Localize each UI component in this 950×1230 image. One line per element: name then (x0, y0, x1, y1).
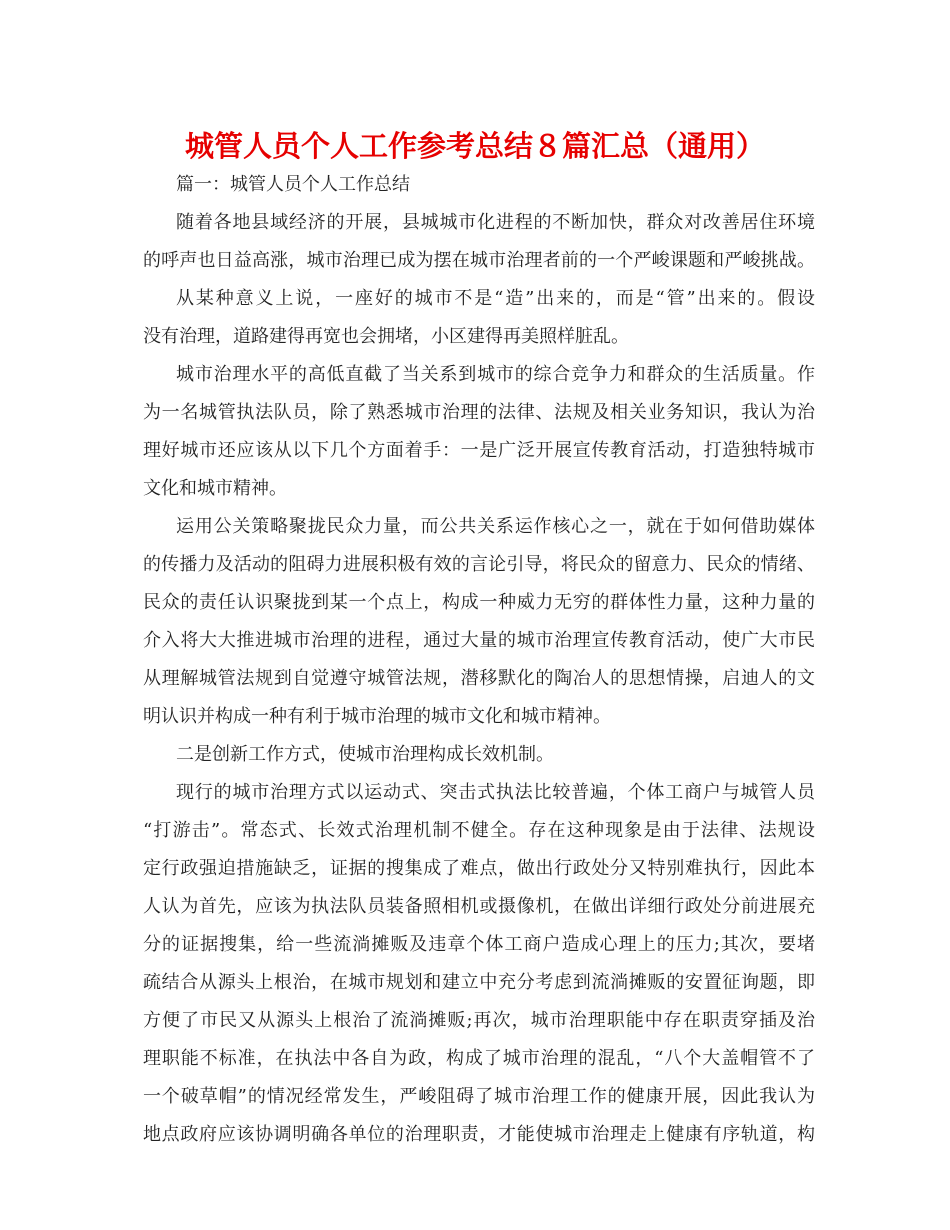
paragraph-line: 从某种意义上说，一座好的城市不是“造”出来的，而是“管”出来的。假设 (176, 288, 815, 309)
document-body (143, 166, 815, 1154)
paragraph-line: “打游击”。常态式、长效式治理机制不健全。存在这种现象是由于法律、法规设 (143, 820, 815, 841)
paragraph-line: 人认为首先，应该为执法队员装备照相机或摄像机，在做出详细行政处分前进展充 (143, 896, 815, 917)
paragraph-line: 民众的责任认识聚拢到某一个点上，构成一种威力无穷的群体性力量，这种力量的 (143, 592, 815, 613)
paragraph-line: 明认识并构成一种有利于城市治理的城市文化和城市精神。 (143, 706, 611, 727)
paragraph-line: 随着各地县域经济的开展，县城城市化进程的不断加快，群众对改善居住环境 (176, 212, 815, 233)
paragraph-line: 介入将大大推进城市治理的进程，通过大量的城市治理宣传教育活动，使广大市民 (143, 630, 815, 651)
paragraph-line: 的呼声也日益高涨，城市治理已成为摆在城市治理者前的一个严峻课题和严峻挑战。 (143, 250, 815, 271)
paragraph-line: 分的证据搜集，给一些流淌摊贩及违章个体工商户造成心理上的压力;其次，要堵 (143, 934, 815, 955)
paragraph-line: 文化和城市精神。 (143, 478, 287, 499)
paragraph-line: 方便了市民又从源头上根治了流淌摊贩;再次，城市治理职能中存在职责穿插及治 (143, 1010, 815, 1031)
section-heading: 篇一：城管人员个人工作总结 (176, 174, 410, 195)
paragraph-line: 城市治理水平的高低直截了当关系到城市的综合竞争力和群众的生活质量。作 (176, 364, 815, 385)
paragraph-line: 一个破草帽”的情况经常发生，严峻阻碍了城市治理工作的健康开展，因此我认为 (143, 1086, 815, 1107)
paragraph-line: 的传播力及活动的阻碍力进展积极有效的言论引导，将民众的留意力、民众的情绪、 (143, 554, 815, 575)
paragraph-line: 定行政强迫措施缺乏，证据的搜集成了难点，做出行政处分又特别难执行，因此本 (143, 858, 815, 879)
paragraph-line: 地点政府应该协调明确各单位的治理职责，才能使城市治理走上健康有序轨道，构 (143, 1124, 815, 1145)
paragraph-line: 理职能不标准，在执法中各自为政，构成了城市治理的混乱，“八个大盖帽管不了 (143, 1048, 815, 1069)
paragraph-line: 运用公关策略聚拢民众力量，而公共关系运作核心之一，就在于如何借助媒体 (176, 516, 815, 537)
document-title: 城管人员个人工作参考总结８篇汇总（通用） (184, 129, 765, 163)
paragraph-line: 从理解城管法规到自觉遵守城管法规，潜移默化的陶冶人的思想情操，启迪人的文 (143, 668, 815, 689)
paragraph-line: 没有治理，道路建得再宽也会拥堵，小区建得再美照样脏乱。 (143, 326, 629, 347)
paragraph-line: 理好城市还应该从以下几个方面着手：一是广泛开展宣传教育活动，打造独特城市 (143, 440, 815, 461)
paragraph-line: 二是创新工作方式，使城市治理构成长效机制。 (176, 744, 554, 765)
paragraph-line: 疏结合从源头上根治，在城市规划和建立中充分考虑到流淌摊贩的安置征询题，即 (143, 972, 815, 993)
paragraph-line: 现行的城市治理方式以运动式、突击式执法比较普遍，个体工商户与城管人员 (176, 782, 815, 803)
paragraph-line: 为一名城管执法队员，除了熟悉城市治理的法律、法规及相关业务知识，我认为治 (143, 402, 815, 423)
